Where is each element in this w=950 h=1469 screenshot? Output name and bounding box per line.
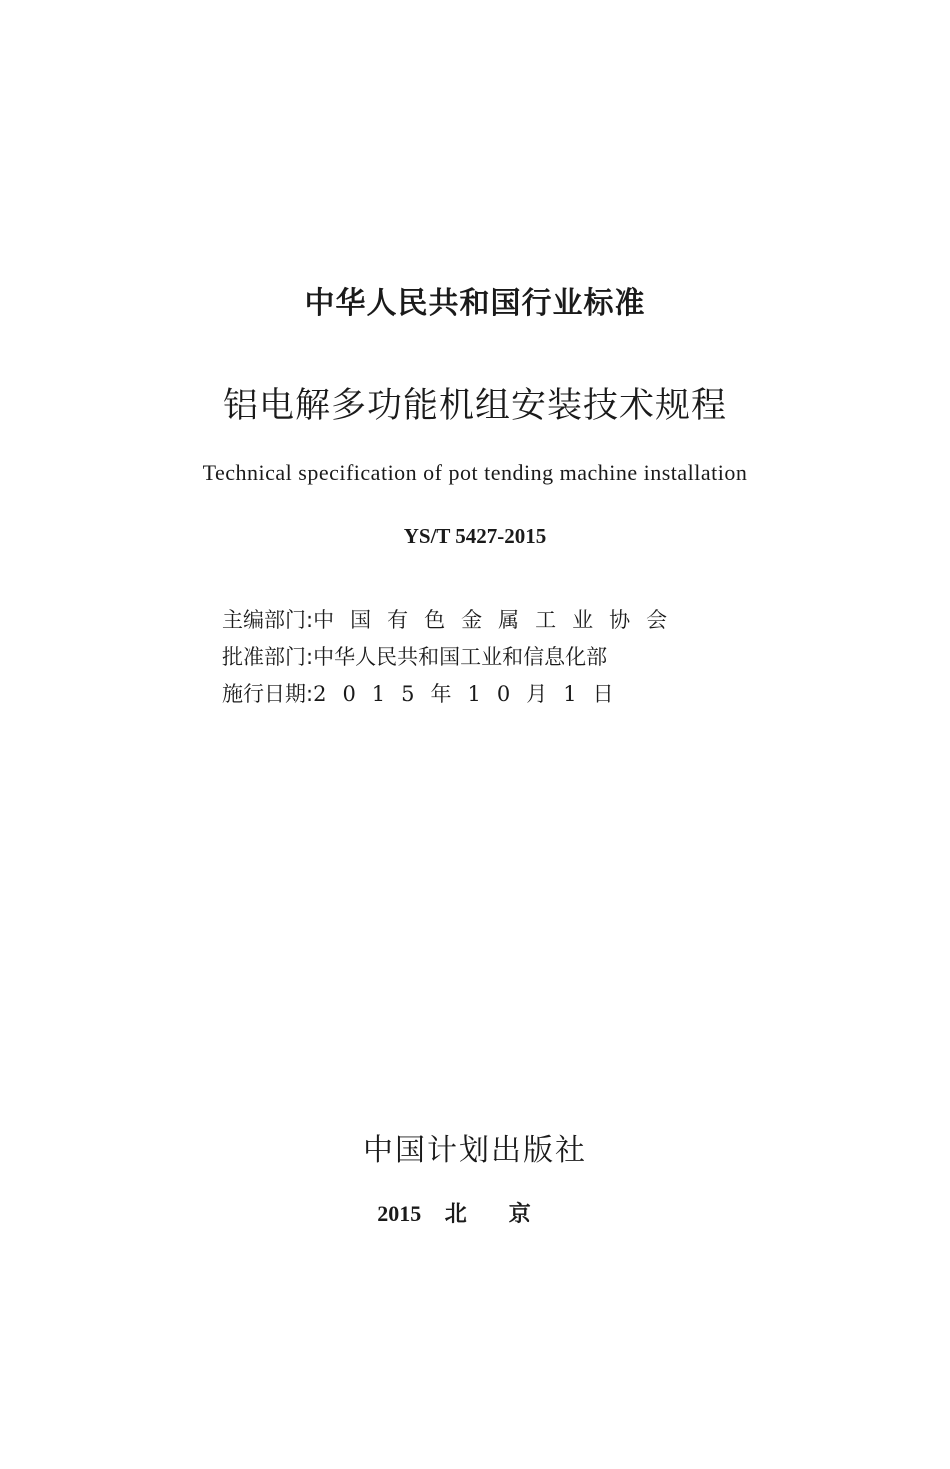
standard-code: YS/T 5427-2015	[403, 524, 547, 548]
chief-editor-row	[222, 600, 702, 637]
approval-value: 中华人民共和国工业和信息化部	[313, 644, 608, 669]
chief-editor-label: 主编部门:	[222, 607, 314, 632]
publisher-name: 中国计划出版社	[363, 1133, 587, 1168]
publication-city: 北京	[444, 1202, 573, 1227]
series-title: 中华人民共和国行业标准	[304, 286, 646, 321]
approval-row	[222, 637, 702, 674]
effective-date-value: 2015年10月1日	[313, 681, 630, 706]
main-title: 铝电解多功能机组安装技术规程	[222, 386, 727, 426]
effective-date-label: 施行日期:	[222, 681, 314, 706]
info-block	[222, 600, 702, 711]
english-title: Technical specification of pot tending machine installation	[202, 460, 748, 485]
publication-place-year	[0, 1197, 950, 1228]
chief-editor-value: 中国有色金属工业协会	[313, 607, 684, 632]
publication-year: 2015	[377, 1201, 422, 1226]
approval-label: 批准部门:	[222, 644, 314, 669]
effective-date-row	[222, 674, 702, 711]
